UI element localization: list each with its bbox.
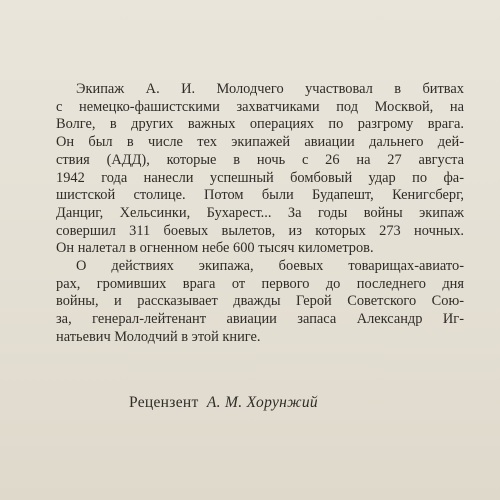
text-line: за, генерал-лейтенант авиации запаса Александр Иг- (56, 311, 464, 328)
text-line: с немецко-фашистскими захватчиками под Москвой, на (56, 98, 464, 115)
annotation-text (56, 81, 464, 347)
text-line: О действиях экипажа, боевых товарищах-авиато- (76, 258, 464, 275)
paragraph-book-summary (56, 258, 464, 347)
reviewer-label: Рецензент (129, 394, 199, 411)
text-line: 1942 года нанесли успешный бомбовый удар по фа- (56, 169, 464, 186)
text-line: ствия (АДД), которые в ночь с 26 на 27 августа (56, 151, 464, 168)
text-line: Он был в числе тех экипажей авиации дальнего дей- (56, 134, 464, 151)
text-line: совершил 311 боевых вылетов, из которых 273 ночных. (56, 222, 464, 239)
text-line: рах, громивших врага от первого до последнего дня (56, 275, 464, 292)
text-line: шистской столице. Потом были Будапешт, Кенигсберг, (56, 187, 464, 204)
text-line: Он налетал в огненном небе 600 тысяч километров. (56, 240, 374, 257)
reviewer-credit (129, 394, 318, 412)
text-line: Волге, в других важных операциях по разгрому врага. (56, 116, 464, 133)
paragraph-crew-history (56, 81, 464, 258)
text-line: войны, и рассказывает дважды Герой Советского Сою- (56, 293, 464, 310)
reviewer-name: А. М. Хорунжий (206, 394, 318, 411)
text-line: натьевич Молодчий в этой книге. (56, 328, 261, 345)
text-line: Данциг, Хельсинки, Бухарест... За годы войны экипаж (56, 204, 464, 221)
text-line: Экипаж А. И. Молодчего участвовал в битвах (76, 81, 464, 97)
